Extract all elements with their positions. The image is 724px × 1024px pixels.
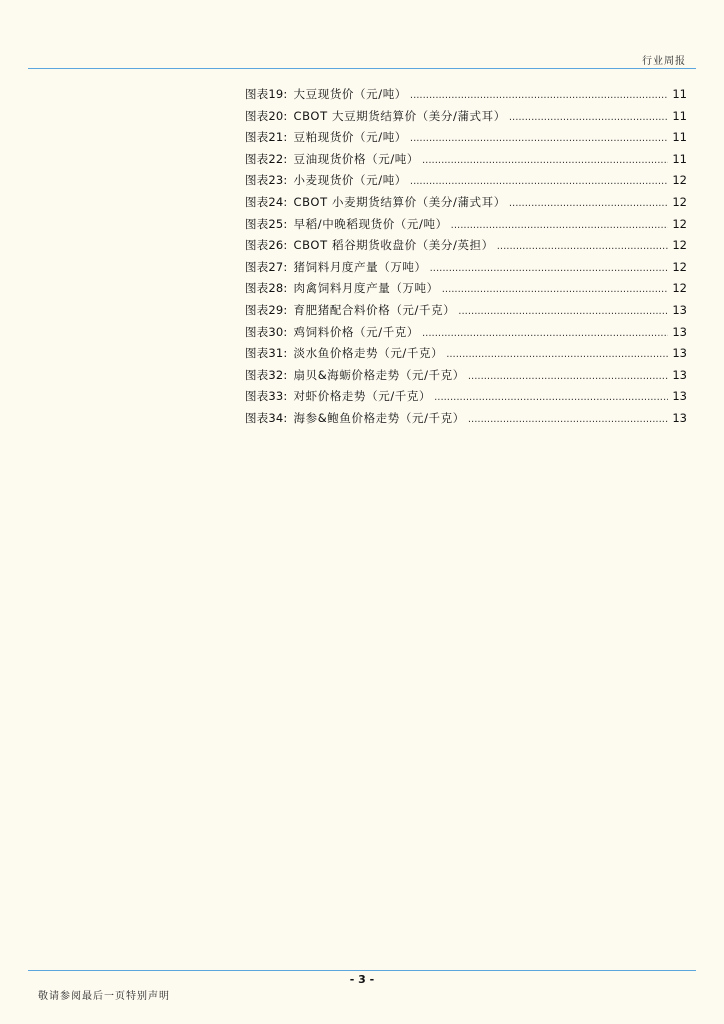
toc-entry-title: 扇贝&海蛎价格走势（元/千克） xyxy=(293,367,465,382)
toc-dot-leader xyxy=(410,133,668,144)
toc-entry-page: 11 xyxy=(672,130,687,145)
toc-entry[interactable] xyxy=(245,367,687,389)
toc-dot-leader xyxy=(468,371,668,382)
toc-dot-leader xyxy=(422,328,668,339)
disclaimer-note: 敬请参阅最后一页特别声明 xyxy=(38,991,170,1002)
toc-dot-leader xyxy=(410,90,668,101)
toc-entry-title: 海参&鲍鱼价格走势（元/千克） xyxy=(293,410,465,425)
toc-entry-title: 鸡饲料价格（元/千克） xyxy=(293,324,419,339)
toc-entry-label: 图表27: xyxy=(245,259,288,274)
toc-entry-label: 图表25: xyxy=(245,216,288,231)
toc-entry-label: 图表34: xyxy=(245,410,288,425)
toc-entry-title: CBOT 稻谷期货收盘价（美分/英担） xyxy=(293,238,494,253)
toc-entry-title: 肉禽饲料月度产量（万吨） xyxy=(293,281,439,296)
toc-entry-page: 13 xyxy=(672,346,687,361)
toc-entry[interactable] xyxy=(245,129,687,151)
toc-entry-page: 13 xyxy=(672,389,687,404)
toc-entry-page: 12 xyxy=(672,238,687,253)
toc-entry-title: 小麦现货价（元/吨） xyxy=(293,173,407,188)
toc-dot-leader xyxy=(434,392,668,403)
toc-entry[interactable] xyxy=(245,86,687,108)
toc-entry-title: 对虾价格走势（元/千克） xyxy=(293,389,432,404)
toc-dot-leader xyxy=(497,241,668,252)
header-divider xyxy=(28,68,696,69)
toc-entry-title: 猪饲料月度产量（万吨） xyxy=(293,259,427,274)
toc-entry-label: 图表30: xyxy=(245,324,288,339)
toc-entry[interactable] xyxy=(245,172,687,194)
toc-dot-leader xyxy=(430,263,668,274)
page-number: - 3 - xyxy=(349,973,375,986)
toc-entry-label: 图表24: xyxy=(245,194,288,209)
toc-entry-page: 13 xyxy=(672,410,687,425)
toc-dot-leader xyxy=(509,198,668,209)
toc-dot-leader xyxy=(410,176,668,187)
toc-entry-title: 淡水鱼价格走势（元/千克） xyxy=(293,346,444,361)
toc-entry-label: 图表20: xyxy=(245,108,288,123)
toc-entry-page: 11 xyxy=(672,87,687,101)
toc-entry-label: 图表31: xyxy=(245,346,288,361)
toc-entry-title: CBOT 大豆期货结算价（美分/蒲式耳） xyxy=(293,108,506,123)
toc-entry-label: 图表28: xyxy=(245,281,288,296)
toc-entry-page: 12 xyxy=(672,259,687,274)
toc-entry[interactable] xyxy=(245,388,687,410)
toc-entry-title: CBOT 小麦期货结算价（美分/蒲式耳） xyxy=(293,194,506,209)
toc-dot-leader xyxy=(458,306,668,317)
toc-entry-page: 13 xyxy=(672,302,687,317)
toc-entry-page: 12 xyxy=(672,216,687,231)
toc-entry-title: 大豆现货价（元/吨） xyxy=(293,87,407,101)
toc-dot-leader xyxy=(451,220,668,231)
toc-entry-label: 图表21: xyxy=(245,130,288,145)
toc-entry-page: 12 xyxy=(672,173,687,188)
toc-entry-page: 11 xyxy=(672,108,687,123)
toc-entry-title: 豆油现货价格（元/吨） xyxy=(293,151,419,166)
figure-list xyxy=(245,86,687,432)
toc-entry[interactable] xyxy=(245,302,687,324)
toc-entry-page: 12 xyxy=(672,194,687,209)
toc-entry-page: 13 xyxy=(672,367,687,382)
toc-entry-title: 豆粕现货价（元/吨） xyxy=(293,130,407,145)
toc-entry-label: 图表23: xyxy=(245,173,288,188)
toc-entry[interactable] xyxy=(245,108,687,130)
toc-dot-leader xyxy=(446,349,668,360)
toc-entry-label: 图表32: xyxy=(245,367,288,382)
toc-entry[interactable] xyxy=(245,259,687,281)
toc-entry-title: 育肥猪配合料价格（元/千克） xyxy=(293,302,456,317)
report-type-label: 行业周报 xyxy=(642,56,686,67)
toc-entry[interactable] xyxy=(245,237,687,259)
toc-entry[interactable] xyxy=(245,324,687,346)
toc-entry[interactable] xyxy=(245,194,687,216)
toc-entry-label: 图表29: xyxy=(245,302,288,317)
toc-entry-label: 图表33: xyxy=(245,389,288,404)
toc-dot-leader xyxy=(422,155,668,166)
toc-entry-page: 13 xyxy=(672,324,687,339)
toc-entry-label: 图表19: xyxy=(245,87,288,101)
toc-entry[interactable] xyxy=(245,345,687,367)
toc-entry-label: 图表26: xyxy=(245,238,288,253)
toc-entry-title: 早稻/中晚稻现货价（元/吨） xyxy=(293,216,448,231)
footer-divider xyxy=(28,970,696,971)
toc-entry-page: 11 xyxy=(672,151,687,166)
toc-entry-label: 图表22: xyxy=(245,151,288,166)
toc-entry[interactable] xyxy=(245,410,687,432)
toc-dot-leader xyxy=(442,284,668,295)
toc-dot-leader xyxy=(509,112,668,123)
toc-entry[interactable] xyxy=(245,280,687,302)
toc-entry[interactable] xyxy=(245,151,687,173)
toc-entry-page: 12 xyxy=(672,281,687,296)
toc-dot-leader xyxy=(468,414,668,425)
toc-entry[interactable] xyxy=(245,216,687,238)
